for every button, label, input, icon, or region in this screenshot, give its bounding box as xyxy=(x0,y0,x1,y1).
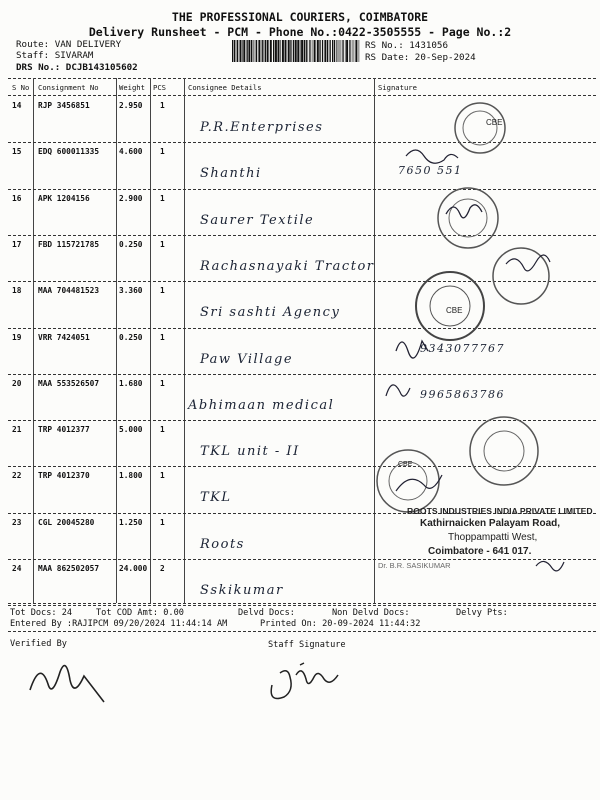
roots-stamp-line-4: Coimbatore - 641 017. xyxy=(428,546,532,557)
route-label: Route: VAN DELIVERY xyxy=(16,39,122,50)
barcode-bar xyxy=(342,40,343,62)
row-consignee: Sri sashti Agency xyxy=(200,305,341,321)
row-consignment: EDQ 600011335 xyxy=(38,147,100,157)
barcode-bar xyxy=(332,40,333,62)
barcode-bar xyxy=(330,40,331,62)
row-consignment: CGL 20045280 xyxy=(38,517,95,527)
row-weight: 0.250 xyxy=(119,239,143,249)
row-consignee: Paw Village xyxy=(200,351,294,367)
row-sno: 21 xyxy=(12,425,22,435)
row-pcs: 1 xyxy=(160,147,165,157)
rs-date: RS Date: 20-Sep-2024 xyxy=(365,52,476,63)
stamp-cbe-3: CBE xyxy=(398,461,413,468)
row-sno: 14 xyxy=(12,101,22,110)
delvd-docs: Delvd Docs: xyxy=(238,608,295,618)
row-pcs: 1 xyxy=(160,378,165,388)
row-consignment: RJP 3456851 xyxy=(38,101,90,110)
row-weight: 3.360 xyxy=(119,286,143,296)
barcode-bar xyxy=(338,40,339,62)
row-consignment: APK 1204156 xyxy=(38,193,90,203)
barcode-bar xyxy=(324,40,326,62)
barcode-bar xyxy=(300,40,301,62)
row-consignee: Roots xyxy=(200,536,245,552)
barcode-bar xyxy=(262,40,263,62)
runsheet-subtitle: Delivery Runsheet - PCM - Phone No.:0422-3505555 - Page No.:2 xyxy=(88,25,512,39)
row-consignment: VRR 7424051 xyxy=(38,332,90,342)
barcode-bar xyxy=(293,40,294,62)
vrule-5 xyxy=(374,78,375,603)
doctor-stamp: Dr. B.R. SASIKUMAR xyxy=(378,561,451,570)
tot-docs: Tot Docs: 24 xyxy=(10,608,73,618)
barcode-bar xyxy=(258,40,260,62)
barcode-bar xyxy=(352,40,353,62)
row-signature-note: 9343077767 xyxy=(420,341,505,355)
row-weight: 0.250 xyxy=(119,332,143,342)
barcode-bar xyxy=(247,40,248,62)
barcode-bar xyxy=(243,40,245,62)
row-weight: 24.000 xyxy=(119,564,148,573)
barcode-bar xyxy=(355,40,357,62)
barcode-bar xyxy=(285,40,287,62)
entered-by: Entered By :RAJIPCM 09/20/2024 11:44:14 AM xyxy=(10,619,228,629)
barcode-bar xyxy=(327,40,328,62)
row-pcs: 1 xyxy=(160,101,165,110)
barcode-bar xyxy=(237,40,238,62)
row-consignee: TKL unit - II xyxy=(200,444,300,460)
row-sno: 17 xyxy=(12,239,22,249)
row-weight: 2.950 xyxy=(119,101,143,110)
roots-stamp-line-1: ROOTS INDUSTRIES INDIA PRIVATE LIMITED xyxy=(407,506,593,516)
row-weight: 4.600 xyxy=(119,147,143,157)
staff-signature-label: Staff Signature xyxy=(268,640,346,650)
row-consignment: MAA 704481523 xyxy=(38,286,100,296)
tot-cod: Tot COD Amt: 0.00 xyxy=(96,608,184,618)
barcode-bar xyxy=(270,40,272,62)
barcode xyxy=(232,40,360,62)
barcode-bar xyxy=(309,40,310,62)
barcode-bar xyxy=(359,40,360,62)
barcode-bar xyxy=(354,40,355,62)
table-bottom-rule xyxy=(8,603,596,604)
verified-by-label: Verified By xyxy=(10,639,67,649)
col-sno: S No xyxy=(12,83,30,92)
row-pcs: 1 xyxy=(160,286,165,296)
barcode-bar xyxy=(295,40,297,62)
col-weight: Weight xyxy=(119,83,145,92)
barcode-bar xyxy=(306,40,307,62)
barcode-bar xyxy=(275,40,277,62)
row-consignment: MAA 553526507 xyxy=(38,378,100,388)
barcode-bar xyxy=(322,40,323,62)
row-pcs: 1 xyxy=(160,517,165,527)
row-weight: 1.800 xyxy=(119,471,143,481)
verifier-signature xyxy=(20,650,110,720)
row-sno: 20 xyxy=(12,378,22,388)
staff-signature-mark xyxy=(266,655,366,705)
printed-on: Printed On: 20-09-2024 11:44:32 xyxy=(260,619,421,629)
row-consignee: TKL xyxy=(200,490,232,506)
row-consignee: Rachasnayaki Tractor xyxy=(200,258,375,274)
row-pcs: 1 xyxy=(160,239,165,249)
barcode-bar xyxy=(282,40,284,62)
barcode-bar xyxy=(317,40,319,62)
row-pcs: 1 xyxy=(160,471,165,481)
vrule-2 xyxy=(116,78,117,603)
barcode-bar xyxy=(288,40,290,62)
barcode-bar xyxy=(314,40,316,62)
barcode-bar xyxy=(280,40,281,62)
row-pcs: 1 xyxy=(160,332,165,342)
barcode-bar xyxy=(265,40,266,62)
barcode-bar xyxy=(232,40,233,62)
barcode-bar xyxy=(319,40,320,62)
col-consignee: Consignee Details xyxy=(188,83,262,92)
barcode-bar xyxy=(234,40,235,62)
rs-number: RS No.: 1431056 xyxy=(365,40,448,51)
row-consignee: Saurer Textile xyxy=(200,212,315,228)
row-sno: 16 xyxy=(12,193,22,203)
barcode-bar xyxy=(255,40,256,62)
staff-label: Staff: SIVARAM xyxy=(16,50,94,61)
barcode-bar xyxy=(251,40,252,62)
row-weight: 1.680 xyxy=(119,378,143,388)
row-sno: 22 xyxy=(12,471,22,481)
row-sno: 23 xyxy=(12,517,22,527)
row-pcs: 2 xyxy=(160,564,165,573)
table-top-rule xyxy=(8,78,596,79)
roots-stamp-line-3: Thoppampatti West, xyxy=(448,532,538,543)
barcode-bar xyxy=(253,40,254,62)
row-consignee: Shanthi xyxy=(200,166,262,182)
stamp-cbe-2: CBE xyxy=(446,306,463,315)
row-weight: 1.250 xyxy=(119,517,143,527)
row-sno: 15 xyxy=(12,147,22,157)
barcode-bar xyxy=(242,40,243,62)
row-weight: 2.900 xyxy=(119,193,143,203)
row-sno: 19 xyxy=(12,332,22,342)
row-pcs: 1 xyxy=(160,193,165,203)
non-delvd-docs: Non Delvd Docs: xyxy=(332,608,410,618)
stamp-layer xyxy=(376,96,596,606)
row-consignment: MAA 862502057 xyxy=(38,564,100,573)
barcode-bar xyxy=(312,40,313,62)
row-consignment: FBD 115721785 xyxy=(38,239,100,249)
barcode-bar xyxy=(334,40,335,62)
company-title: THE PROFESSIONAL COURIERS, COIMBATORE xyxy=(171,10,429,24)
barcode-bar xyxy=(264,40,265,62)
row-consignee: Abhimaan medical xyxy=(188,397,335,413)
barcode-bar xyxy=(236,40,237,62)
delvy-pts: Delvy Pts: xyxy=(456,608,508,618)
row-signature-note: 9965863786 xyxy=(420,387,505,401)
barcode-bar xyxy=(267,40,269,62)
barcode-bar xyxy=(304,40,305,62)
vrule-3 xyxy=(150,78,151,603)
roots-stamp-line-2: Kathirnaicken Palayam Road, xyxy=(420,518,561,529)
barcode-bar xyxy=(339,40,340,62)
row-consignee: P.R.Enterprises xyxy=(200,120,324,135)
row-sno: 18 xyxy=(12,286,22,296)
barcode-bar xyxy=(345,40,346,62)
drs-number: DRS No.: DCJB143105602 xyxy=(16,62,138,73)
barcode-bar xyxy=(297,40,299,62)
row-signature-note: 7650 551 xyxy=(398,164,463,178)
barcode-bar xyxy=(256,40,257,62)
footer-rule xyxy=(8,631,596,632)
row-consignment: TRP 4012377 xyxy=(38,425,90,435)
row-weight: 5.000 xyxy=(119,425,143,435)
barcode-bar xyxy=(248,40,250,62)
row-consignee: Sskikumar xyxy=(200,583,284,598)
row-pcs: 1 xyxy=(160,425,165,435)
col-consignment: Consignment No xyxy=(38,83,99,92)
barcode-bar xyxy=(341,40,342,62)
barcode-bar xyxy=(301,40,303,62)
col-pcs: PCS xyxy=(153,83,166,92)
col-signature: Signature xyxy=(378,83,417,92)
vrule-1 xyxy=(33,78,34,603)
barcode-bar xyxy=(336,40,337,62)
stamp-cbe-1: CBE xyxy=(486,118,503,127)
barcode-bar xyxy=(240,40,242,62)
vrule-4 xyxy=(184,78,185,603)
barcode-bar xyxy=(278,40,280,62)
barcode-bar xyxy=(273,40,274,62)
row-consignment: TRP 4012370 xyxy=(38,471,90,481)
barcode-bar xyxy=(349,40,350,62)
row-sno: 24 xyxy=(12,564,22,573)
barcode-bar xyxy=(346,40,348,62)
barcode-bar xyxy=(308,40,309,62)
barcode-bar xyxy=(290,40,291,62)
